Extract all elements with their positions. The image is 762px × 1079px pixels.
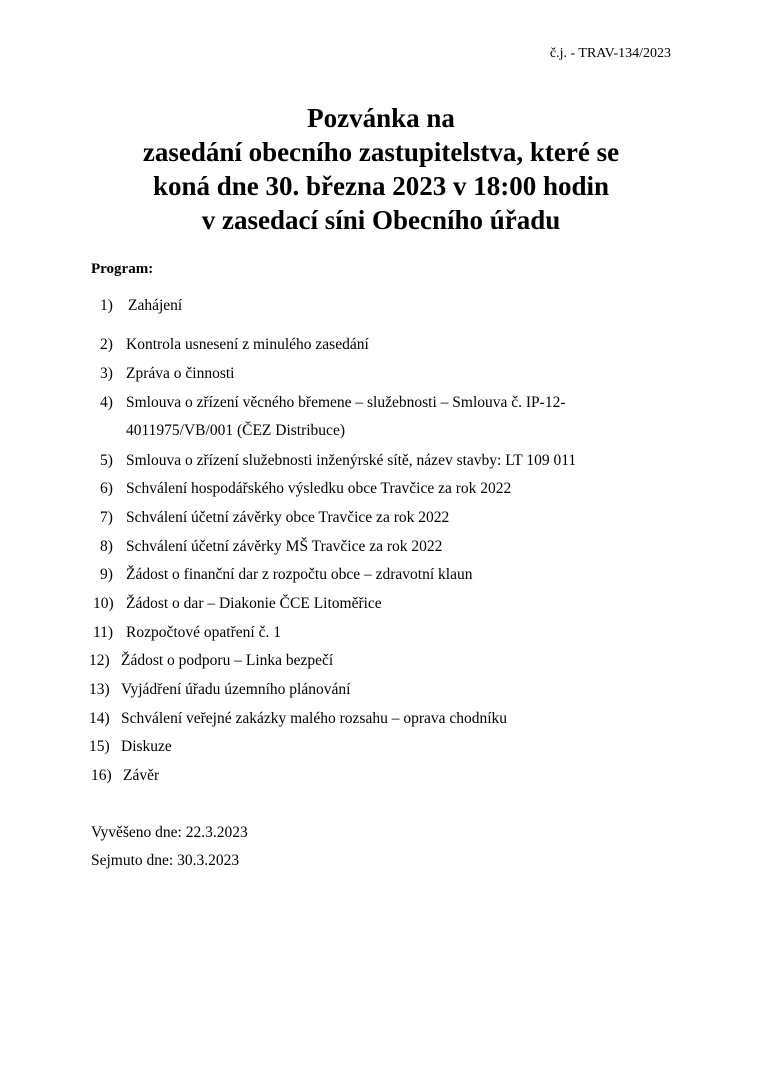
agenda-item-text: Závěr	[123, 767, 160, 784]
posted-date: Vyvěšeno dne: 22.3.2023	[91, 824, 248, 841]
agenda-item-number: 16)	[91, 767, 112, 784]
agenda-item-number: 12)	[89, 652, 110, 669]
agenda-item-number: 2)	[100, 336, 113, 353]
program-label: Program:	[91, 261, 154, 277]
agenda-item-number: 13)	[89, 681, 110, 698]
title-line: koná dne 30. března 2023 v 18:00 hodin	[152, 171, 610, 201]
agenda-item-text: Diskuze	[121, 738, 172, 755]
agenda-item-number: 14)	[89, 710, 110, 727]
agenda-item-text: Žádost o finanční dar z rozpočtu obce – zdravotní klaun	[126, 566, 473, 583]
title-line: Pozvánka na	[307, 103, 455, 133]
agenda-item-number: 4)	[100, 394, 113, 411]
agenda-item-number: 11)	[93, 624, 114, 641]
removed-date: Sejmuto dne: 30.3.2023	[91, 852, 240, 869]
agenda-item-number: 9)	[100, 566, 113, 583]
agenda-item-number: 1)	[100, 297, 113, 314]
agenda-item-text: Žádost o dar – Diakonie ČCE Litoměřice	[126, 595, 382, 612]
agenda-item-number: 3)	[100, 365, 113, 382]
agenda-item-text: Schválení hospodářského výsledku obce Travčice za rok 2022	[126, 480, 512, 497]
agenda-item-number: 5)	[100, 452, 113, 469]
agenda-item-text: Zahájení	[128, 297, 183, 314]
agenda-item-text: Smlouva o zřízení služebnosti inženýrské sítě, název stavby: LT 109 011	[126, 452, 577, 469]
agenda-item-text: Zpráva o činnosti	[126, 365, 235, 382]
agenda-item-text: Vyjádření úřadu územního plánování	[121, 681, 351, 698]
agenda-item-text: Smlouva o zřízení věcného břemene – služebnosti – Smlouva č. IP-12-	[126, 394, 566, 411]
reference-number: č.j. - TRAV-134/2023	[549, 46, 671, 61]
agenda-item-text: Rozpočtové opatření č. 1	[126, 624, 281, 641]
agenda-item-text: Schválení veřejné zakázky malého rozsahu – oprava chodníku	[121, 710, 508, 727]
agenda-item-number: 10)	[93, 595, 114, 612]
document-title	[0, 101, 762, 237]
agenda-item-text: Žádost o podporu – Linka bezpečí	[121, 652, 334, 669]
agenda-item-text: Schválení účetní závěrky MŠ Travčice za rok 2022	[126, 538, 443, 555]
agenda-item-number: 7)	[100, 509, 113, 526]
agenda-item-number: 15)	[89, 738, 110, 755]
agenda-item-text: 4011975/VB/001 (ČEZ Distribuce)	[126, 422, 345, 439]
agenda-item-text: Schválení účetní závěrky obce Travčice za rok 2022	[126, 509, 450, 526]
title-line: zasedání obecního zastupitelstva, které se	[142, 137, 620, 167]
agenda-item-text: Kontrola usnesení z minulého zasedání	[126, 336, 369, 353]
agenda-item-number: 6)	[100, 480, 113, 497]
title-line: v zasedací síni Obecního úřadu	[201, 205, 561, 235]
agenda-item-number: 8)	[100, 538, 113, 555]
